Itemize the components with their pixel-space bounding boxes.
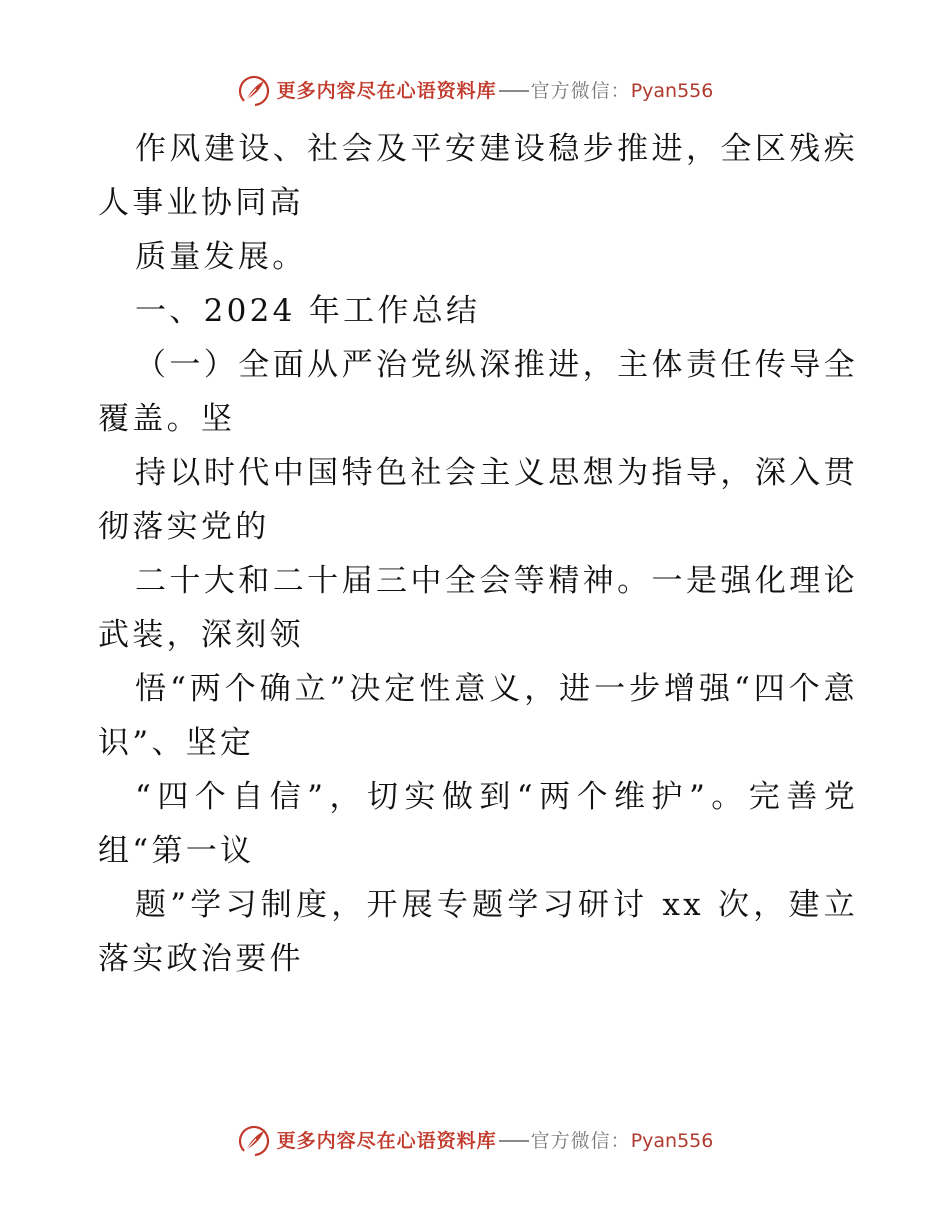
paragraph-5: 二十大和二十届三中全会等精神。一是强化理论武装，深刻领 [98, 563, 858, 653]
header-banner-title: 更多内容尽在心语资料库 [276, 79, 497, 102]
paragraph-8: 题”学习制度，开展专题学习研讨 xx 次，建立落实政治要件 [98, 887, 858, 977]
footer-banner-title: 更多内容尽在心语资料库 [276, 1129, 497, 1152]
pen-feather-logo-icon [237, 74, 271, 108]
footer-banner-wechat-label: 官方微信： [530, 1129, 631, 1152]
paragraph-3: （一）全面从严治党纵深推进，主体责任传导全覆盖。坚 [98, 347, 858, 437]
paragraph-2: 质量发展。 [135, 239, 307, 275]
section-heading: 一、2024 年工作总结 [135, 293, 481, 329]
header-banner-text [276, 79, 714, 102]
pen-feather-logo-icon [237, 1124, 271, 1158]
paragraph-1: 作风建设、社会及平安建设稳步推进，全区残疾人事业协同高 [98, 131, 858, 221]
footer-banner-text [276, 1129, 714, 1152]
paragraph-7: “四个自信”，切实做到“两个维护”。完善党组“第一议 [98, 779, 858, 869]
header-banner-wechat-id: Pyan556 [630, 79, 714, 102]
header-banner [0, 74, 950, 108]
footer-banner-wechat-id: Pyan556 [630, 1129, 714, 1152]
document-body [98, 122, 858, 986]
paragraph-6: 悟“两个确立”决定性意义，进一步增强“四个意识”、坚定 [98, 671, 858, 761]
footer-banner [0, 1124, 950, 1158]
paragraph-4: 持以时代中国特色社会主义思想为指导，深入贯彻落实党的 [98, 455, 858, 545]
header-banner-wechat-label: 官方微信： [530, 79, 631, 102]
footer-banner-dash [499, 1140, 529, 1142]
header-banner-dash [499, 90, 529, 92]
